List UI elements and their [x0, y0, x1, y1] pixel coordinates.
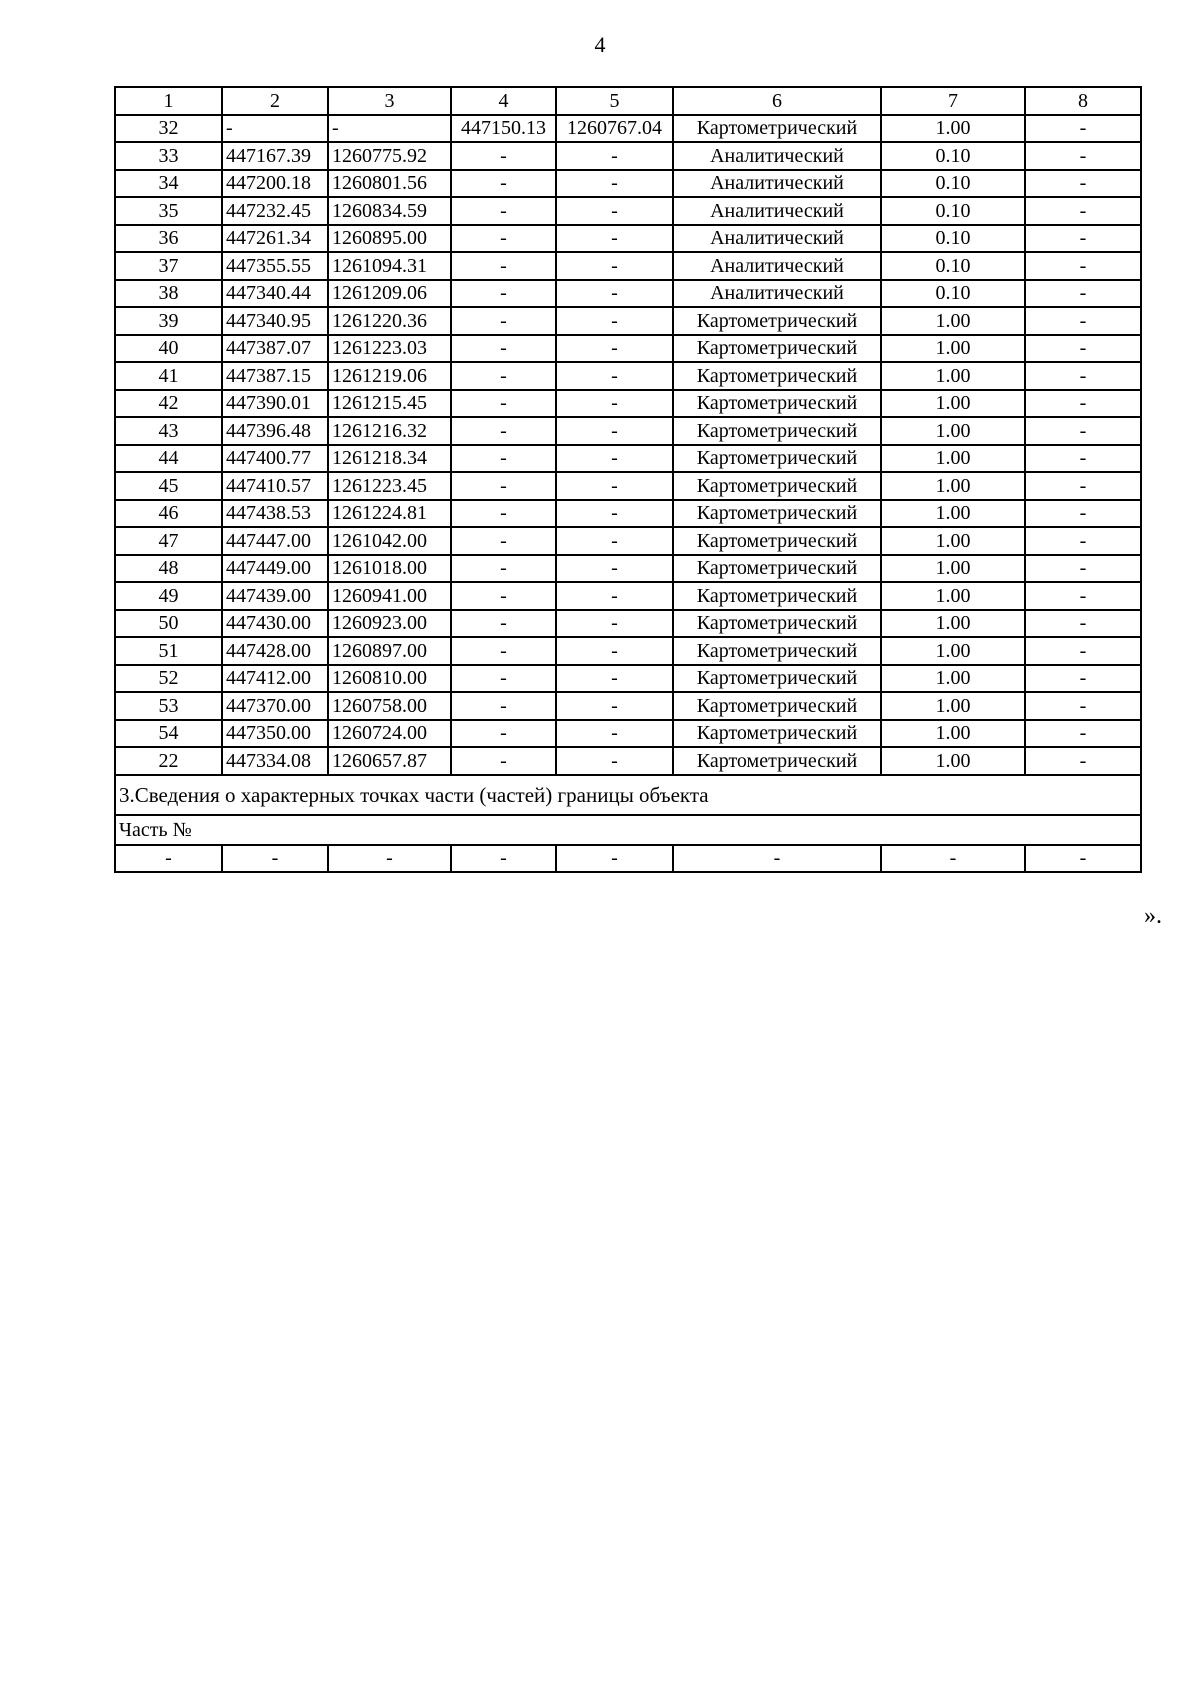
table-row	[115, 280, 1141, 308]
table-row-cell-col-6: Картометрический	[673, 307, 881, 335]
table-row-cell-col-8: -	[1025, 307, 1141, 335]
table-row-cell-col-4: -	[451, 307, 556, 335]
table-row-cell-col-5: -	[556, 637, 673, 665]
table-row-cell-col-2: 447340.95	[222, 307, 328, 335]
table-row-cell-col-3: 1261209.06	[328, 280, 451, 308]
table-row-cell-col-7: 0.10	[881, 252, 1025, 280]
table-row-cell-col-2: 447447.00	[222, 527, 328, 555]
table-row-cell-col-1: 53	[115, 692, 222, 720]
table-row-cell-col-4: -	[451, 472, 556, 500]
table-row-cell-col-5: -	[556, 170, 673, 198]
table-row-cell-col-3: 1260810.00	[328, 665, 451, 693]
table-row-cell-col-8: -	[1025, 527, 1141, 555]
table-row	[115, 362, 1141, 390]
table-row-cell-col-2: 447370.00	[222, 692, 328, 720]
table-row-cell-col-8: -	[1025, 445, 1141, 473]
table-row-cell-col-5: -	[556, 665, 673, 693]
table-row-cell-col-5: -	[556, 225, 673, 253]
table-row-cell-col-1: 44	[115, 445, 222, 473]
table-row-cell-col-8: -	[1025, 610, 1141, 638]
table-row-cell-col-8: -	[1025, 637, 1141, 665]
part-data-row-cell-col-8: -	[1025, 845, 1141, 873]
table-row	[115, 445, 1141, 473]
table-row-cell-col-6: Картометрический	[673, 335, 881, 363]
table-row-cell-col-7: 1.00	[881, 307, 1025, 335]
table-row-cell-col-8: -	[1025, 197, 1141, 225]
table-row-cell-col-2: 447232.45	[222, 197, 328, 225]
section-3-title-row	[115, 775, 1141, 815]
table-row-cell-col-6: Картометрический	[673, 555, 881, 583]
table-row-cell-col-6: Аналитический	[673, 170, 881, 198]
table-row-cell-col-3: 1260897.00	[328, 637, 451, 665]
table-row-cell-col-8: -	[1025, 280, 1141, 308]
table-row	[115, 555, 1141, 583]
table-row	[115, 170, 1141, 198]
table-row-cell-col-3: 1261215.45	[328, 390, 451, 418]
table-row-cell-col-3: 1260895.00	[328, 225, 451, 253]
table-row-cell-col-8: -	[1025, 472, 1141, 500]
table-row-cell-col-6: Картометрический	[673, 610, 881, 638]
table-body	[115, 87, 1141, 872]
table-row-cell-col-3: 1260775.92	[328, 142, 451, 170]
table-row	[115, 720, 1141, 748]
table-row-cell-col-5: 1260767.04	[556, 115, 673, 143]
table-row-cell-col-1: 52	[115, 665, 222, 693]
table-row-cell-col-5: -	[556, 720, 673, 748]
table-header-row	[115, 87, 1141, 115]
part-data-row-cell-col-2: -	[222, 845, 328, 873]
page-number: 4	[594, 32, 606, 57]
table-row-cell-col-7: 0.10	[881, 280, 1025, 308]
table-row-cell-col-3: 1260941.00	[328, 582, 451, 610]
table-row	[115, 197, 1141, 225]
table-header-row-cell-col-4: 4	[451, 87, 556, 115]
table-row-cell-col-5: -	[556, 280, 673, 308]
table-row	[115, 115, 1141, 143]
table-row-cell-col-7: 1.00	[881, 500, 1025, 528]
table-row	[115, 637, 1141, 665]
coordinates-table	[114, 86, 1142, 873]
table-row-cell-col-7: 1.00	[881, 637, 1025, 665]
table-row-cell-col-1: 39	[115, 307, 222, 335]
table-row-cell-col-6: Картометрический	[673, 665, 881, 693]
table-row-cell-col-5: -	[556, 142, 673, 170]
table-row-cell-col-2: 447430.00	[222, 610, 328, 638]
table-row-cell-col-7: 1.00	[881, 472, 1025, 500]
part-number-label: Часть №	[115, 815, 1141, 845]
table-row-cell-col-3: 1260834.59	[328, 197, 451, 225]
table-row-cell-col-2: 447261.34	[222, 225, 328, 253]
table-row-cell-col-2: 447387.15	[222, 362, 328, 390]
table-row-cell-col-1: 49	[115, 582, 222, 610]
table-row-cell-col-7: 1.00	[881, 335, 1025, 363]
table-row-cell-col-7: 1.00	[881, 445, 1025, 473]
table-row-cell-col-1: 54	[115, 720, 222, 748]
table-row-cell-col-8: -	[1025, 170, 1141, 198]
table-header-row-cell-col-6: 6	[673, 87, 881, 115]
table-row-cell-col-4: -	[451, 170, 556, 198]
table-row-cell-col-7: 1.00	[881, 555, 1025, 583]
table-row-cell-col-6: Картометрический	[673, 747, 881, 775]
table-row	[115, 582, 1141, 610]
table-row-cell-col-3: 1261219.06	[328, 362, 451, 390]
part-data-row-cell-col-1: -	[115, 845, 222, 873]
table-row-cell-col-2: 447334.08	[222, 747, 328, 775]
table-header-row-cell-col-8: 8	[1025, 87, 1141, 115]
table-row-cell-col-6: Картометрический	[673, 115, 881, 143]
section-3-title: 3.Сведения о характерных точках части (частей) границы объекта	[115, 775, 1141, 815]
closing-quote-mark: ».	[1144, 903, 1162, 929]
table-row-cell-col-5: -	[556, 362, 673, 390]
table-row-cell-col-5: -	[556, 417, 673, 445]
table-row-cell-col-5: -	[556, 610, 673, 638]
table-row-cell-col-2: 447200.18	[222, 170, 328, 198]
table-row-cell-col-3: 1261223.03	[328, 335, 451, 363]
table-row-cell-col-2: 447410.57	[222, 472, 328, 500]
table-row-cell-col-8: -	[1025, 335, 1141, 363]
table-row-cell-col-7: 1.00	[881, 115, 1025, 143]
table-row-cell-col-3: 1261216.32	[328, 417, 451, 445]
table-row-cell-col-5: -	[556, 197, 673, 225]
table-row-cell-col-5: -	[556, 335, 673, 363]
table-row-cell-col-4: -	[451, 445, 556, 473]
table-row-cell-col-1: 38	[115, 280, 222, 308]
table-row-cell-col-8: -	[1025, 362, 1141, 390]
table-row-cell-col-4: -	[451, 362, 556, 390]
table-row-cell-col-7: 1.00	[881, 720, 1025, 748]
table-row-cell-col-5: -	[556, 527, 673, 555]
table-row-cell-col-6: Аналитический	[673, 197, 881, 225]
table-row-cell-col-4: -	[451, 720, 556, 748]
table-row-cell-col-5: -	[556, 582, 673, 610]
table-row-cell-col-2: 447400.77	[222, 445, 328, 473]
table-row-cell-col-4: -	[451, 280, 556, 308]
table-row	[115, 665, 1141, 693]
table-row-cell-col-7: 1.00	[881, 417, 1025, 445]
table-header-row-cell-col-7: 7	[881, 87, 1025, 115]
table-row-cell-col-7: 1.00	[881, 362, 1025, 390]
table-row-cell-col-1: 37	[115, 252, 222, 280]
table-row	[115, 500, 1141, 528]
table-row-cell-col-8: -	[1025, 555, 1141, 583]
table-row-cell-col-1: 41	[115, 362, 222, 390]
table-row-cell-col-1: 42	[115, 390, 222, 418]
table-row-cell-col-8: -	[1025, 500, 1141, 528]
part-data-row-cell-col-3: -	[328, 845, 451, 873]
table-row-cell-col-3: 1261223.45	[328, 472, 451, 500]
table-row	[115, 335, 1141, 363]
table-row-cell-col-5: -	[556, 307, 673, 335]
table-row-cell-col-7: 1.00	[881, 692, 1025, 720]
table-row-cell-col-6: Картометрический	[673, 362, 881, 390]
table-row-cell-col-5: -	[556, 445, 673, 473]
table-row-cell-col-4: -	[451, 637, 556, 665]
table-row-cell-col-4: -	[451, 197, 556, 225]
part-data-row-cell-col-6: -	[673, 845, 881, 873]
table-row	[115, 527, 1141, 555]
table-row-cell-col-7: 1.00	[881, 390, 1025, 418]
table-row-cell-col-2: 447350.00	[222, 720, 328, 748]
table-row-cell-col-2: 447438.53	[222, 500, 328, 528]
table-row-cell-col-7: 1.00	[881, 582, 1025, 610]
table-row-cell-col-3: 1260801.56	[328, 170, 451, 198]
table-row-cell-col-6: Картометрический	[673, 692, 881, 720]
table-row-cell-col-2: 447449.00	[222, 555, 328, 583]
table-row-cell-col-1: 40	[115, 335, 222, 363]
table-row-cell-col-4: -	[451, 225, 556, 253]
table-row-cell-col-6: Картометрический	[673, 720, 881, 748]
table-row	[115, 747, 1141, 775]
table-row-cell-col-3: 1260923.00	[328, 610, 451, 638]
table-row-cell-col-3: 1261218.34	[328, 445, 451, 473]
table-row-cell-col-2: 447396.48	[222, 417, 328, 445]
table-row-cell-col-3: 1261220.36	[328, 307, 451, 335]
table-row-cell-col-3: 1261094.31	[328, 252, 451, 280]
table-row-cell-col-3: 1260758.00	[328, 692, 451, 720]
table-row-cell-col-8: -	[1025, 390, 1141, 418]
table-row-cell-col-2: 447340.44	[222, 280, 328, 308]
table-row-cell-col-4: -	[451, 582, 556, 610]
table-row-cell-col-8: -	[1025, 665, 1141, 693]
table-row-cell-col-6: Аналитический	[673, 142, 881, 170]
table-row-cell-col-4: -	[451, 665, 556, 693]
table-row-cell-col-1: 22	[115, 747, 222, 775]
table-row-cell-col-7: 0.10	[881, 170, 1025, 198]
table-row-cell-col-1: 45	[115, 472, 222, 500]
table-row-cell-col-5: -	[556, 252, 673, 280]
table-row-cell-col-7: 1.00	[881, 665, 1025, 693]
table-row-cell-col-7: 0.10	[881, 142, 1025, 170]
table-row-cell-col-1: 51	[115, 637, 222, 665]
table-row-cell-col-4: -	[451, 500, 556, 528]
table-row-cell-col-1: 48	[115, 555, 222, 583]
table-row-cell-col-2: 447390.01	[222, 390, 328, 418]
table-row-cell-col-6: Картометрический	[673, 637, 881, 665]
table-row-cell-col-6: Картометрический	[673, 445, 881, 473]
table-row	[115, 610, 1141, 638]
table-row-cell-col-2: 447167.39	[222, 142, 328, 170]
table-header-row-cell-col-5: 5	[556, 87, 673, 115]
table-row-cell-col-1: 47	[115, 527, 222, 555]
table-row-cell-col-8: -	[1025, 747, 1141, 775]
table-row-cell-col-7: 0.10	[881, 225, 1025, 253]
table-row-cell-col-3: 1260657.87	[328, 747, 451, 775]
table-row-cell-col-1: 33	[115, 142, 222, 170]
table-row-cell-col-1: 43	[115, 417, 222, 445]
table-row-cell-col-5: -	[556, 500, 673, 528]
table-row-cell-col-3: 1261224.81	[328, 500, 451, 528]
table-row-cell-col-5: -	[556, 692, 673, 720]
table-row-cell-col-8: -	[1025, 252, 1141, 280]
table-row-cell-col-6: Картометрический	[673, 582, 881, 610]
table-row-cell-col-8: -	[1025, 417, 1141, 445]
table-row-cell-col-6: Картометрический	[673, 500, 881, 528]
table-row-cell-col-1: 36	[115, 225, 222, 253]
table-header-row-cell-col-2: 2	[222, 87, 328, 115]
table-row-cell-col-4: -	[451, 692, 556, 720]
table-row-cell-col-8: -	[1025, 142, 1141, 170]
table-row-cell-col-8: -	[1025, 115, 1141, 143]
table-row-cell-col-4: -	[451, 527, 556, 555]
table-row-cell-col-6: Аналитический	[673, 252, 881, 280]
table-row-cell-col-1: 46	[115, 500, 222, 528]
table-row	[115, 307, 1141, 335]
table-row-cell-col-4: -	[451, 335, 556, 363]
table-row-cell-col-4: -	[451, 142, 556, 170]
table-row	[115, 472, 1141, 500]
table-header-row-cell-col-1: 1	[115, 87, 222, 115]
table-row-cell-col-2: -	[222, 115, 328, 143]
table-row-cell-col-8: -	[1025, 582, 1141, 610]
table-row-cell-col-3: 1261018.00	[328, 555, 451, 583]
table-row	[115, 417, 1141, 445]
table-row-cell-col-6: Картометрический	[673, 417, 881, 445]
table-row-cell-col-4: -	[451, 417, 556, 445]
table-row-cell-col-3: 1261042.00	[328, 527, 451, 555]
table-row-cell-col-5: -	[556, 472, 673, 500]
table-row-cell-col-6: Аналитический	[673, 225, 881, 253]
table-row-cell-col-2: 447439.00	[222, 582, 328, 610]
table-row-cell-col-8: -	[1025, 225, 1141, 253]
table-row	[115, 692, 1141, 720]
table-row-cell-col-6: Картометрический	[673, 527, 881, 555]
table-row-cell-col-2: 447387.07	[222, 335, 328, 363]
part-data-row-cell-col-4: -	[451, 845, 556, 873]
table-row-cell-col-7: 1.00	[881, 747, 1025, 775]
table-row-cell-col-7: 1.00	[881, 527, 1025, 555]
part-label-row	[115, 815, 1141, 845]
table-row-cell-col-4: -	[451, 390, 556, 418]
table-row-cell-col-8: -	[1025, 720, 1141, 748]
table-row-cell-col-4: -	[451, 610, 556, 638]
table-row	[115, 252, 1141, 280]
table-row	[115, 225, 1141, 253]
table-row-cell-col-4: -	[451, 555, 556, 583]
table-row-cell-col-1: 50	[115, 610, 222, 638]
table-row-cell-col-2: 447355.55	[222, 252, 328, 280]
part-data-row-cell-col-5: -	[556, 845, 673, 873]
table-row-cell-col-6: Картометрический	[673, 390, 881, 418]
table-row-cell-col-3: -	[328, 115, 451, 143]
table-row-cell-col-5: -	[556, 555, 673, 583]
table-row-cell-col-2: 447428.00	[222, 637, 328, 665]
table-row-cell-col-6: Аналитический	[673, 280, 881, 308]
part-data-row	[115, 845, 1141, 873]
table-row-cell-col-3: 1260724.00	[328, 720, 451, 748]
table-header-row-cell-col-3: 3	[328, 87, 451, 115]
table-row-cell-col-8: -	[1025, 692, 1141, 720]
table-row-cell-col-6: Картометрический	[673, 472, 881, 500]
table-row-cell-col-5: -	[556, 747, 673, 775]
table-row-cell-col-1: 34	[115, 170, 222, 198]
table-row-cell-col-1: 35	[115, 197, 222, 225]
table-row-cell-col-4: 447150.13	[451, 115, 556, 143]
table-row-cell-col-4: -	[451, 747, 556, 775]
table-row-cell-col-5: -	[556, 390, 673, 418]
table-row-cell-col-7: 0.10	[881, 197, 1025, 225]
table-row	[115, 390, 1141, 418]
part-data-row-cell-col-7: -	[881, 845, 1025, 873]
table-row-cell-col-2: 447412.00	[222, 665, 328, 693]
table-row-cell-col-1: 32	[115, 115, 222, 143]
table-row-cell-col-7: 1.00	[881, 610, 1025, 638]
table-row	[115, 142, 1141, 170]
table-row-cell-col-4: -	[451, 252, 556, 280]
